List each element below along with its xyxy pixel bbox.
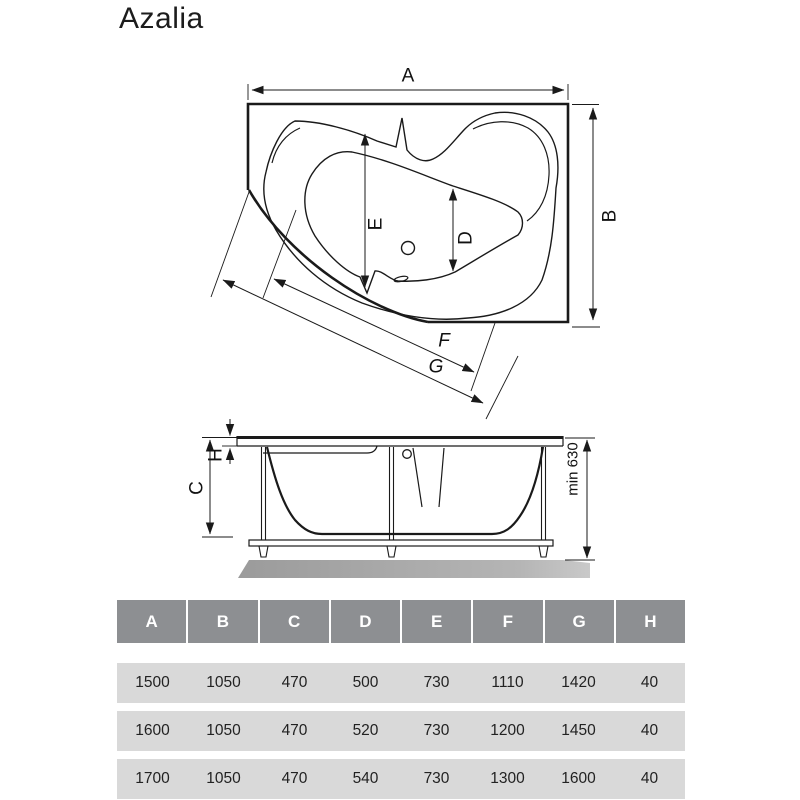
table-cell: 730 [423,722,450,739]
table-cell: 1420 [561,674,596,691]
header-cell-e: E [402,600,471,643]
floor-shadow [238,560,590,578]
rim-accent-headrest [473,122,549,221]
overflow-circle [403,450,412,459]
table-cell: 1600 [561,770,596,787]
apron-line [263,446,377,453]
table-cell: 1300 [490,770,525,787]
table-cell: 1600 [135,722,170,739]
table-cell: 540 [352,770,379,787]
dimensions-table [117,600,685,799]
table-cell: 1050 [206,674,241,691]
table-header-row [117,600,685,643]
table-cell: 520 [352,722,379,739]
rim-accent-left [272,128,300,163]
table-cell: 730 [423,770,450,787]
table-cell: 730 [423,674,450,691]
table-cell: 1050 [206,722,241,739]
product-title: Azalia [119,2,204,35]
drain-column-line [439,448,444,507]
header-cell-b: B [188,600,257,643]
frame-crossbar [249,540,553,546]
dim-label-min-height: min 630 [564,442,582,496]
top-view-group [211,84,600,419]
table-cell: 1450 [561,722,596,739]
dimension-b [572,105,600,328]
table-cell: 40 [640,770,659,787]
table-cell: 470 [281,674,308,691]
table-row [117,759,685,799]
header-cell-d: D [331,600,400,643]
header-cell-g: G [545,600,614,643]
side-view-group [202,419,595,578]
rim-slab [237,436,563,446]
table-row [117,663,685,703]
dim-label-c: C [186,481,208,495]
frame-legs [262,447,546,540]
dim-label-f: F [438,330,450,352]
table-cell: 40 [640,674,659,691]
table-cell: 470 [281,722,308,739]
tub-front-curve [249,190,428,322]
table-cell: 1050 [206,770,241,787]
table-cell: 470 [281,770,308,787]
tub-rim-edge [264,112,558,319]
table-cell: 1500 [135,674,170,691]
header-cell-f: F [473,600,542,643]
dim-label-h: H [205,448,227,462]
table-cell: 1700 [135,770,170,787]
dim-label-d: D [455,231,477,245]
table-cell: 500 [352,674,379,691]
drain-circle [402,242,415,255]
frame-feet [259,546,548,557]
table-cell: 1200 [490,722,525,739]
table-cell: 1110 [491,674,524,691]
header-cell-h: H [616,600,685,643]
header-cell-c: C [260,600,329,643]
dim-label-a: A [401,65,415,87]
drain-column-line [413,448,422,507]
dim-label-e: E [365,217,387,231]
table-cell: 40 [640,722,659,739]
tub-body-section [267,447,543,534]
dim-label-g: G [428,356,444,378]
dim-label-b: B [599,209,621,223]
header-cell-a: A [117,600,186,643]
tub-basin [305,152,523,293]
table-row [117,711,685,751]
